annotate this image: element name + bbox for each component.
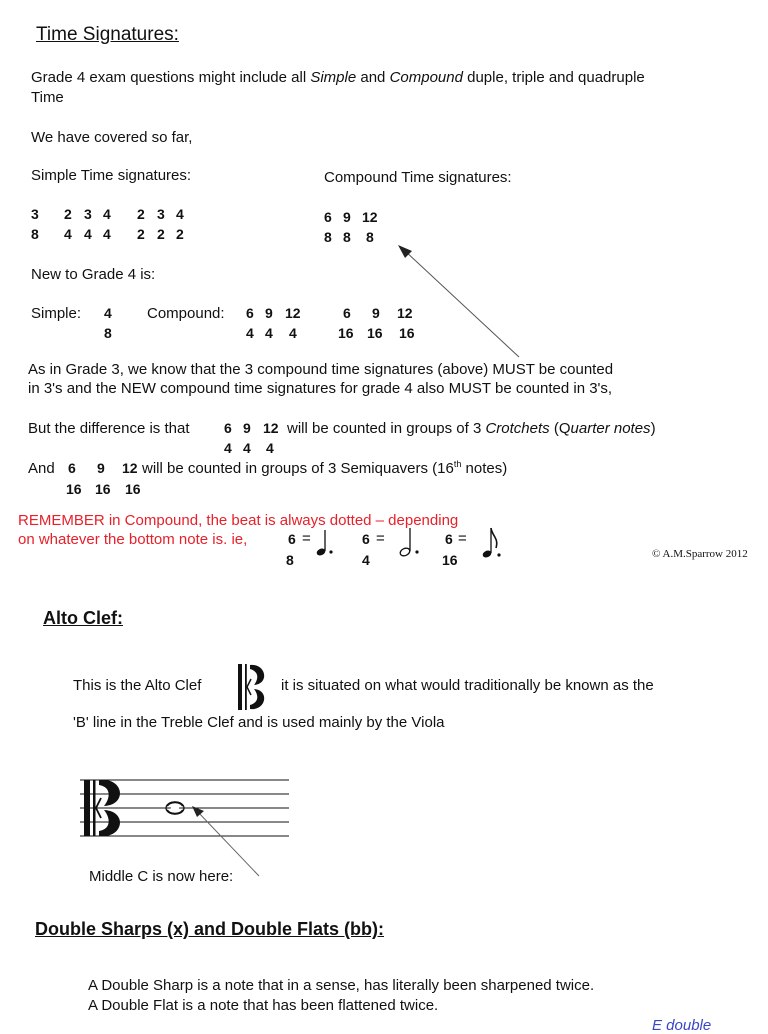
paragraph-line-2: in 3's and the NEW compound time signatures for grade 4 also MUST be counted in 3's, xyxy=(28,380,613,397)
intro-line-2: Time xyxy=(31,89,64,106)
covered-text: We have covered so far, xyxy=(31,129,193,146)
time-sig-top: 6 xyxy=(445,531,453,547)
alto-clef-heading: Alto Clef: xyxy=(43,608,123,628)
time-sig-top: 6 xyxy=(362,531,370,547)
time-sig-bottom: 16 xyxy=(399,325,415,341)
middle-c-label: Middle C is now here: xyxy=(89,868,234,885)
double-flat-line: A Double Flat is a note that has been flattened twice. xyxy=(88,997,439,1014)
alto-clef-line-1a: This is the Alto Clef xyxy=(73,677,202,694)
new-label: New to Grade 4 is: xyxy=(31,266,156,283)
difference-line-rest: will be counted in groups of 3 Crotchets (Quarter notes) xyxy=(287,420,656,437)
time-sig-bottom: 8 xyxy=(31,226,39,242)
time-sig-bottom: 2 xyxy=(157,226,165,242)
equals-sign: = xyxy=(458,530,467,547)
time-sig-top: 6 xyxy=(224,420,232,436)
time-sig-top: 9 xyxy=(343,209,351,225)
time-sig-top: 12 xyxy=(285,305,301,321)
equals-sign: = xyxy=(376,530,385,547)
e-double-label: E double xyxy=(652,1017,712,1034)
time-sig-bottom: 8 xyxy=(286,552,294,568)
time-sig-top: 6 xyxy=(246,305,254,321)
dotted-crotchet-icon xyxy=(316,528,336,558)
time-sig-bottom: 4 xyxy=(362,552,370,568)
time-sig-bottom: 16 xyxy=(338,325,354,341)
time-sig-bottom: 2 xyxy=(137,226,145,242)
time-sig-bottom: 8 xyxy=(343,229,351,245)
alto-clef-icon xyxy=(236,662,276,714)
time-sig-top: 6 xyxy=(324,209,332,225)
and-line-rest: will be counted in groups of 3 Semiquavers (16th notes) xyxy=(142,459,508,477)
double-sharps-heading: Double Sharps (x) and Double Flats (bb): xyxy=(35,919,385,939)
time-sig-bottom: 4 xyxy=(289,325,297,341)
copyright: © A.M.Sparrow 2012 xyxy=(652,548,748,560)
dotted-quaver-icon xyxy=(482,526,504,560)
time-sig-bottom: 8 xyxy=(366,229,374,245)
time-sig-top: 9 xyxy=(243,420,251,436)
time-sig-top: 12 xyxy=(263,420,279,436)
difference-line: But the difference is that xyxy=(28,420,190,437)
alto-clef-line-2: 'B' line in the Treble Clef and is used mainly by the Viola xyxy=(73,714,445,731)
time-sig-bottom: 4 xyxy=(64,226,72,242)
time-sig-top: 3 xyxy=(84,206,92,222)
new-compound-label: Compound: xyxy=(147,305,225,322)
time-sig-bottom: 4 xyxy=(224,440,232,456)
time-sig-bottom: 4 xyxy=(265,325,273,341)
time-sig-top: 12 xyxy=(397,305,413,321)
remember-line-1: REMEMBER in Compound, the beat is always dotted – depending xyxy=(18,512,459,529)
paragraph-line-1: As in Grade 3, we know that the 3 compound time signatures (above) MUST be counted xyxy=(28,361,614,378)
time-sig-top: 9 xyxy=(265,305,273,321)
new-simple-label: Simple: xyxy=(31,305,82,322)
time-sig-top: 2 xyxy=(137,206,145,222)
time-sig-bottom: 8 xyxy=(104,325,112,341)
time-signatures-heading: Time Signatures: xyxy=(36,24,179,45)
time-sig-bottom: 8 xyxy=(324,229,332,245)
time-sig-bottom: 4 xyxy=(103,226,111,242)
time-sig-bottom: 16 xyxy=(66,481,82,497)
time-sig-top: 6 xyxy=(288,531,296,547)
time-sig-top: 3 xyxy=(157,206,165,222)
simple-label: Simple Time signatures: xyxy=(31,167,192,184)
time-sig-bottom: 4 xyxy=(84,226,92,242)
time-sig-top: 4 xyxy=(104,305,112,321)
alto-clef-staff xyxy=(80,777,290,837)
time-sig-bottom: 16 xyxy=(95,481,111,497)
compound-label: Compound Time signatures: xyxy=(324,169,512,186)
time-sig-bottom: 16 xyxy=(442,552,458,568)
time-sig-top: 9 xyxy=(97,460,105,476)
time-sig-top: 2 xyxy=(64,206,72,222)
time-sig-top: 3 xyxy=(31,206,39,222)
time-sig-bottom: 4 xyxy=(266,440,274,456)
remember-line-2: on whatever the bottom note is. ie, xyxy=(18,531,248,548)
time-sig-bottom: 16 xyxy=(125,481,141,497)
and-label: And xyxy=(28,460,55,477)
time-sig-top: 9 xyxy=(372,305,380,321)
dotted-minim-icon xyxy=(399,526,423,558)
time-sig-top: 4 xyxy=(176,206,184,222)
time-sig-top: 4 xyxy=(103,206,111,222)
time-sig-bottom: 16 xyxy=(367,325,383,341)
equals-sign: = xyxy=(302,530,311,547)
time-sig-bottom: 4 xyxy=(243,440,251,456)
time-sig-top: 12 xyxy=(362,209,378,225)
time-sig-top: 6 xyxy=(68,460,76,476)
alto-clef-line-1b: it is situated on what would traditionally be known as the xyxy=(281,677,654,694)
time-sig-bottom: 4 xyxy=(246,325,254,341)
time-sig-top: 12 xyxy=(122,460,138,476)
intro-line-1: Grade 4 exam questions might include all Simple and Compound duple, triple and quadruple xyxy=(31,69,645,86)
time-sig-top: 6 xyxy=(343,305,351,321)
pointer-arrow-middle-c xyxy=(0,0,1,1)
double-sharp-line: A Double Sharp is a note that in a sense, has literally been sharpened twice. xyxy=(88,977,595,994)
time-sig-bottom: 2 xyxy=(176,226,184,242)
